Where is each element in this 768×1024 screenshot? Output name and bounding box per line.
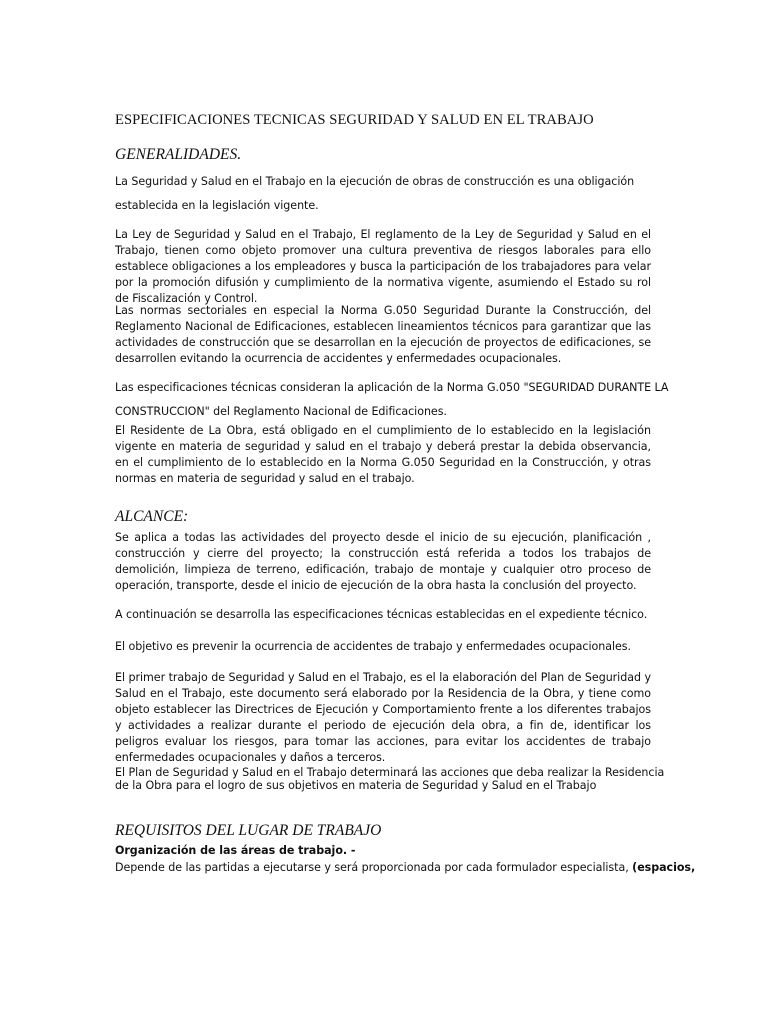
paragraph: Las especificaciones técnicas consideran la aplicación de la Norma G.050 "SEGURIDAD DURANTE LA xyxy=(115,381,669,394)
subheading: Organización de las áreas de trabajo. - xyxy=(115,844,356,857)
paragraph: El primer trabajo de Seguridad y Salud en el Trabajo, es el la elaboración del Plan de Seguridad y Salud en el Trabajo, este documento será elaborado por la Residencia de la Obra, y tiene como objeto establecer las Directrices de Ejecución y Comportamiento frente a los diferentes trabajos y actividades a realizar durante el periodo de ejecución dela obra, a fin de, identificar los peligros evaluar los riesgos, para tomar las acciones, para evitar los accidentes de trabajo enfermedades ocupacionales y daños a terceros. xyxy=(115,671,651,764)
section-heading-requisitos: REQUISITOS DEL LUGAR DE TRABAJO xyxy=(115,822,382,839)
paragraph: A continuación se desarrolla las especificaciones técnicas establecidas en el expediente técnico. xyxy=(115,608,648,621)
paragraph: CONSTRUCCION" del Reglamento Nacional de Edificaciones. xyxy=(115,405,447,418)
paragraph: El Residente de La Obra, está obligado en el cumplimiento de lo establecido en la legislación vigente en materia de seguridad y salud en el trabajo y deberá prestar la debida observancia, en el cumplimiento de lo establecido en la Norma G.050 Seguridad en la Construcción, y otras normas en materia de seguridad y salud en el trabajo. xyxy=(115,424,651,485)
paragraph: de la Obra para el logro de sus objetivos en materia de Seguridad y Salud en el Trabajo xyxy=(115,779,597,792)
paragraph: Se aplica a todas las actividades del proyecto desde el inicio de su ejecución, planificación , construcción y cierre del proyecto; la construcción está referida a todos los trabajos de demolición, limpieza de terreno, edificación, trabajo de montaje y cualquier otro proceso de operación, transporte, desde el inicio de ejecución de la obra hasta la conclusión del proyecto. xyxy=(115,531,651,592)
paragraph-text: Depende de las partidas a ejecutarse y será proporcionada por cada formulador especialista, xyxy=(115,861,629,874)
paragraph: El Plan de Seguridad y Salud en el Trabajo determinará las acciones que deba realizar la Residencia xyxy=(115,766,665,779)
paragraph-bold-text: (espacios, xyxy=(632,861,696,874)
section-heading-generalidades: GENERALIDADES. xyxy=(115,146,242,163)
section-heading-alcance: ALCANCE: xyxy=(115,508,189,525)
document-title: ESPECIFICACIONES TECNICAS SEGURIDAD Y SALUD EN EL TRABAJO xyxy=(115,112,594,128)
paragraph: Las normas sectoriales en especial la Norma G.050 Seguridad Durante la Construcción, del Reglamento Nacional de Edificaciones, establecen lineamientos técnicos para garantizar que las actividades de construcción que se desarrollan en la ejecución de proyectos de edificaciones, se desarrollen evitando la ocurrencia de accidentes y enfermedades ocupacionales. xyxy=(115,304,651,365)
paragraph: La Seguridad y Salud en el Trabajo en la ejecución de obras de construcción es una obligación xyxy=(115,175,635,188)
paragraph: La Ley de Seguridad y Salud en el Trabajo, El reglamento de la Ley de Seguridad y Salud en el Trabajo, tienen como objeto promover una cultura preventiva de riesgos laborales para ello establece obligaciones a los empleadores y busca la participación de los trabajadores para velar por la promoción difusión y cumplimiento de la normativa vigente, asumiendo el Estado su rol de Fiscalización y Control. xyxy=(115,228,651,305)
paragraph xyxy=(115,860,696,876)
paragraph: establecida en la legislación vigente. xyxy=(115,199,319,212)
paragraph: El objetivo es prevenir la ocurrencia de accidentes de trabajo y enfermedades ocupacionales. xyxy=(115,640,631,653)
